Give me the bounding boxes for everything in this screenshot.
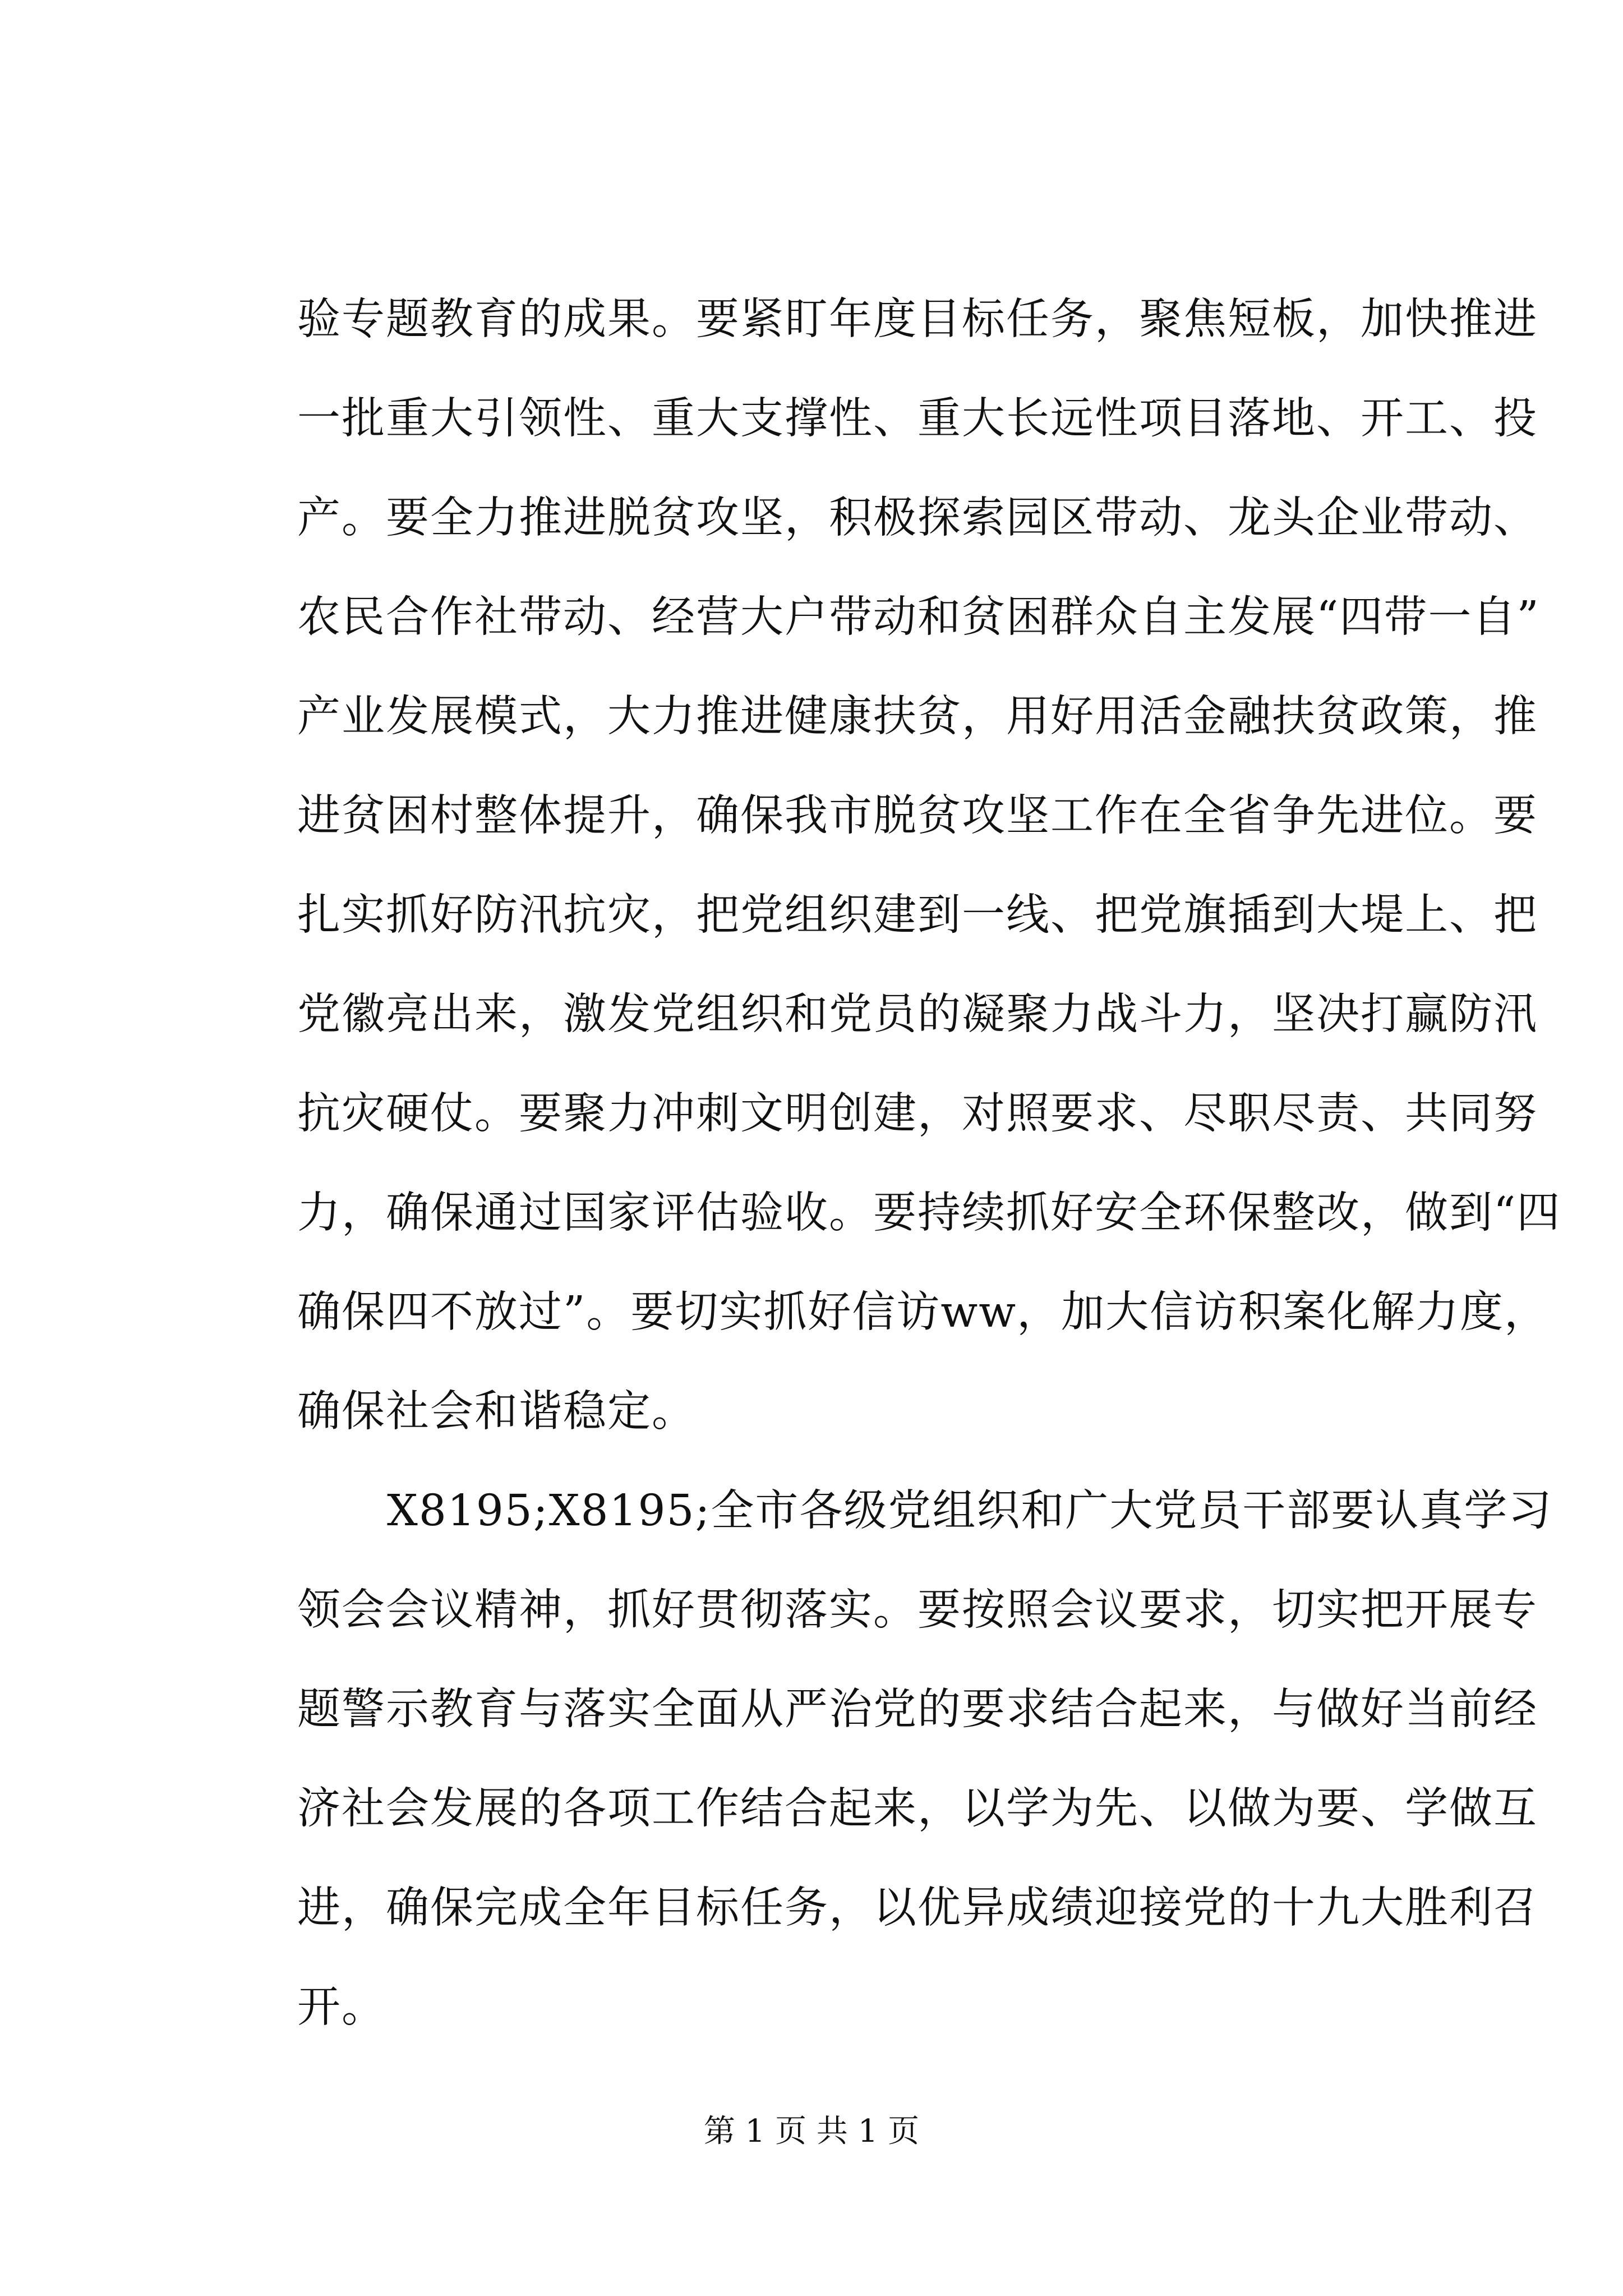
text-line: X8195;X8195;全市各级党组织和广大党员干部要认真学习: [387, 1486, 1553, 1536]
text-line: 确保社会和谐稳定。: [297, 1387, 696, 1437]
text-line: 进贫困村整体提升，确保我市脱贫攻坚工作在全省争先进位。要: [297, 791, 1538, 841]
text-line: 一批重大引领性、重大支撑性、重大长远性项目落地、开工、投: [297, 394, 1538, 444]
text-line: 济社会发展的各项工作结合起来，以学为先、以做为要、学做互: [297, 1784, 1538, 1834]
document-body: [297, 292, 1561, 2079]
text-line: 农民合作社带动、经营大户带动和贫困群众自主发展“四带一自”: [297, 592, 1540, 642]
text-line: 扎实抓好防汛抗灾，把党组织建到一线、把党旗插到大堤上、把: [297, 890, 1538, 940]
text-line: 领会会议精神，抓好贯彻落实。要按照会议要求，切实把开展专: [297, 1585, 1538, 1635]
text-line: 开。: [297, 1982, 386, 2032]
text-line: 验专题教育的成果。要紧盯年度目标任务，聚焦短板，加快推进: [297, 295, 1538, 344]
text-line: 确保四不放过”。要切实抓好信访ww，加大信访积案化解力度，: [297, 1287, 1549, 1337]
text-line: 党徽亮出来，激发党组织和党员的凝聚力战斗力，坚决打赢防汛: [297, 990, 1538, 1039]
text-line: 进，确保完成全年目标任务，以优异成绩迎接党的十九大胜利召: [297, 1883, 1538, 1933]
text-line: 产。要全力推进脱贫攻坚，积极探索园区带动、龙头企业带动、: [297, 493, 1538, 543]
text-line: 产业发展模式，大力推进健康扶贫，用好用活金融扶贫政策，推: [297, 692, 1538, 742]
page-footer: 第 1 页 共 1 页: [703, 2113, 920, 2150]
text-line: 抗灾硬仗。要聚力冲刺文明创建，对照要求、尽职尽责、共同努: [297, 1089, 1538, 1139]
text-line: 题警示教育与落实全面从严治党的要求结合起来，与做好当前经: [297, 1685, 1538, 1734]
text-line: 力，确保通过国家评估验收。要持续抓好安全环保整改，做到“四: [297, 1188, 1561, 1238]
